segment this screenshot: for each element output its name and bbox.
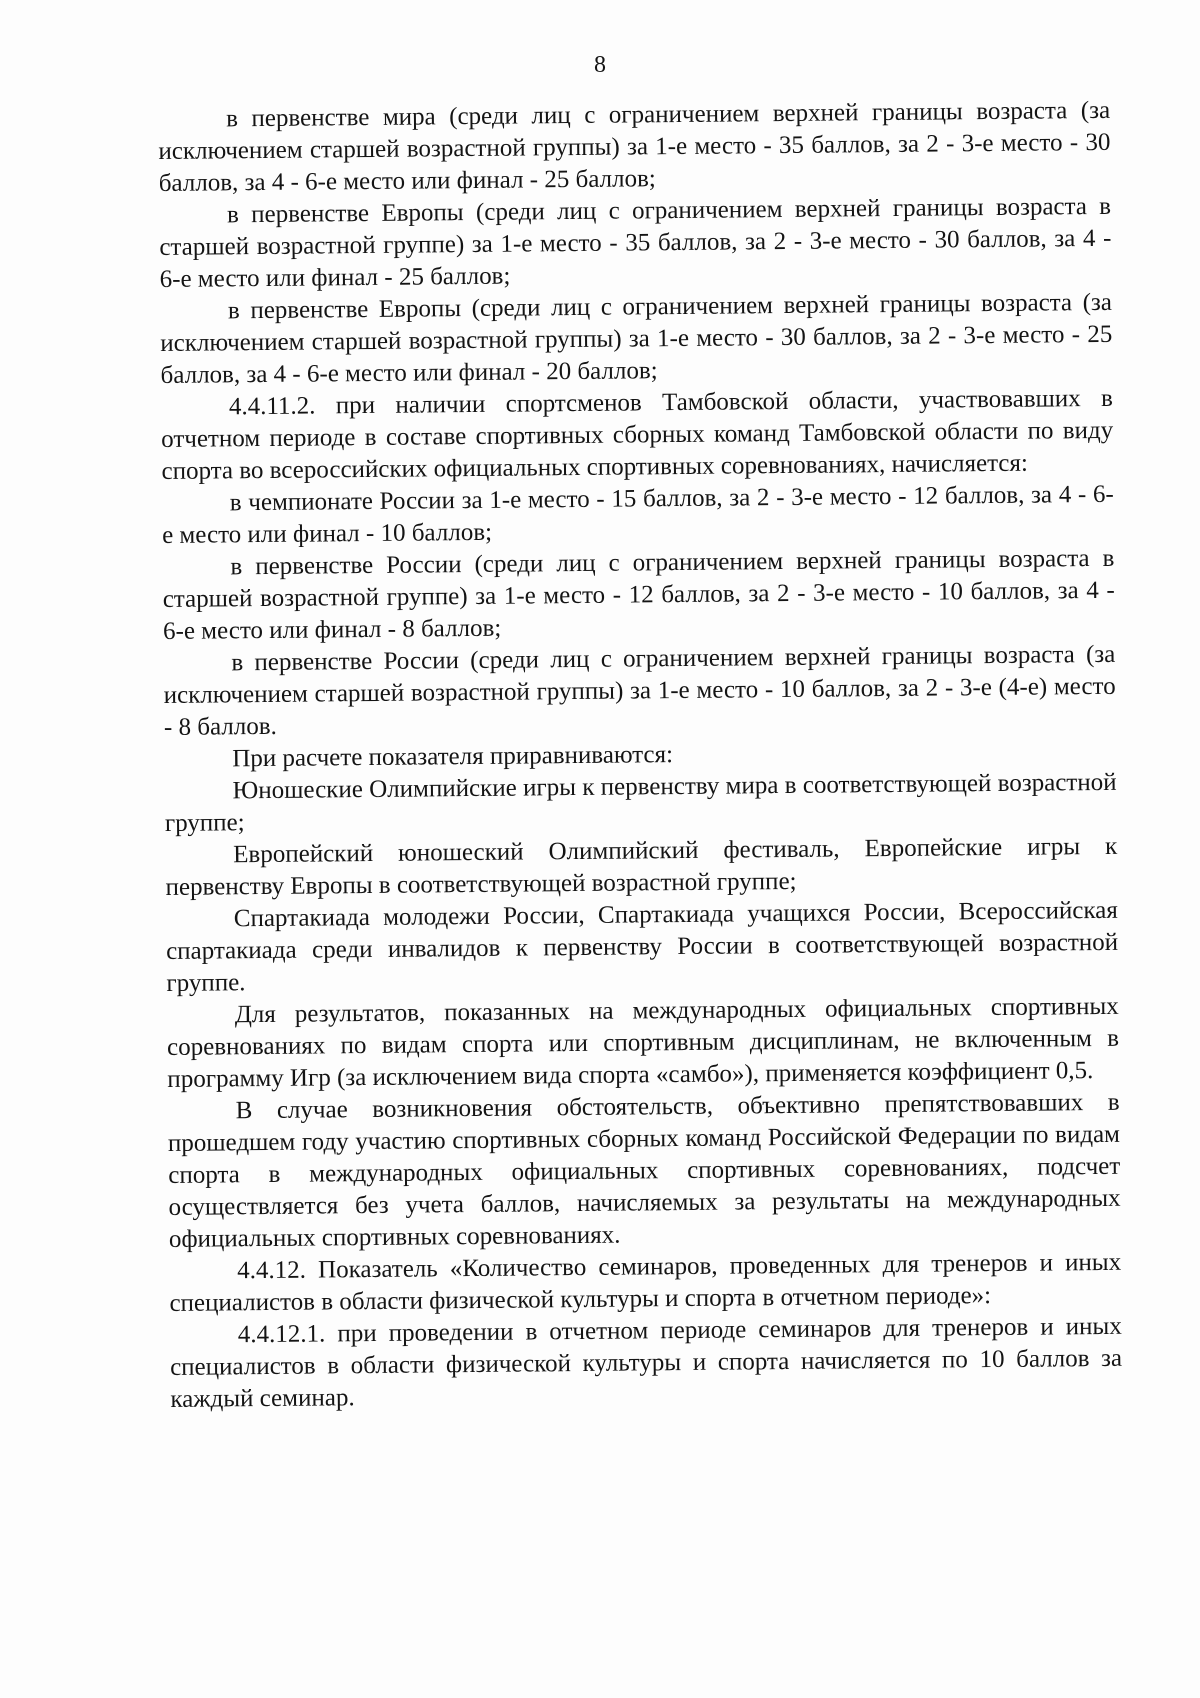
paragraph-circumstances: В случае возникновения обстоятельств, объективно препятствовавших в прошедшем году участию спортивных сборных команд Российской Федерации по видам спорта в международных официальных спортивных соревнованиях, подсчет осуществляется без учета баллов, начисляемых за результаты на международных официальных спортивных соревнованиях. [167, 1088, 1121, 1253]
paragraph-coefficient: Для результатов, показанных на международных официальных спортивных соревнованиях по видам спорта или спортивным дисциплинам, не включенным в программу Игр (за исключением вида спорта «самбо»), применяется коэффициент 0,5. [166, 992, 1120, 1093]
paragraph-european-championship-junior: в первенстве Европы (среди лиц с ограничением верхней границы возраста (за исключением старшей возрастной группы) за 1-е место - 30 баллов, за 2 - 3-е место - 25 баллов, за 4 - 6-е место или финал - 20 баллов; [160, 288, 1113, 389]
clause-4-4-11-2: 4.4.11.2. при наличии спортсменов Тамбовской области, участвовавших в отчетном периоде в составе спортивных сборных команд Тамбовской области по виду спорта во всероссийских официальных спортивных соревнованиях, начисляется: [161, 384, 1114, 485]
clause-4-4-12: 4.4.12. Показатель «Количество семинаров, проведенных для тренеров и иных специалистов в области физической культуры и спорта в отчетном периоде»: [169, 1248, 1122, 1317]
paragraph-spartakiad: Спартакиада молодежи России, Спартакиада учащихся России, Всероссийская спартакиада среди инвалидов к первенству России в соответствующей возрастной группе. [166, 896, 1119, 997]
page-number: 8 [594, 52, 606, 78]
paragraph-russia-youth-senior: в первенстве России (среди лиц с ограничением верхней границы возраста в старшей возрастной группе) за 1-е место - 12 баллов, за 2 - 3-е место - 10 баллов, за 4 - 6-е место или финал - 8 баллов; [162, 544, 1115, 645]
clause-4-4-12-1: 4.4.12.1. при проведении в отчетном периоде семинаров для тренеров и иных специалистов в области физической культуры и спорта начисляется по 10 баллов за каждый семинар. [169, 1312, 1123, 1413]
paragraph-russia-championship: в чемпионате России за 1-е место - 15 баллов, за 2 - 3-е место - 12 баллов, за 4 - 6-е место или финал - 10 баллов; [162, 480, 1114, 549]
paragraph-equivalence-intro: При расчете показателя приравниваются: [232, 741, 674, 773]
paragraph-russia-youth-junior: в первенстве России (среди лиц с ограничением верхней границы возраста (за исключением старшей возрастной группы) за 1-е место - 10 баллов, за 2 - 3-е (4-е) место - 8 баллов. [163, 640, 1116, 741]
paragraph-youth-olympic-games: Юношеские Олимпийские игры к первенству мира в соответствующей возрастной группе; [164, 768, 1117, 837]
paragraph-world-youth-championship: в первенстве мира (среди лиц с ограничением верхней границы возраста (за исключением старшей возрастной группы) за 1-е место - 35 баллов, за 2 - 3-е место - 30 баллов, за 4 - 6-е место или финал - 25 баллов; [158, 96, 1111, 197]
document-body [158, 95, 1123, 1416]
paragraph-european-youth-festival: Европейский юношеский Олимпийский фестиваль, Европейские игры к первенству Европы в соответствующей возрастной группе; [165, 832, 1118, 901]
paragraph-european-championship-senior: в первенстве Европы (среди лиц с ограничением верхней границы возраста в старшей возрастной группе) за 1-е место - 35 баллов, за 2 - 3-е место - 30 баллов, за 4 - 6-е место или финал - 25 баллов; [159, 192, 1112, 293]
